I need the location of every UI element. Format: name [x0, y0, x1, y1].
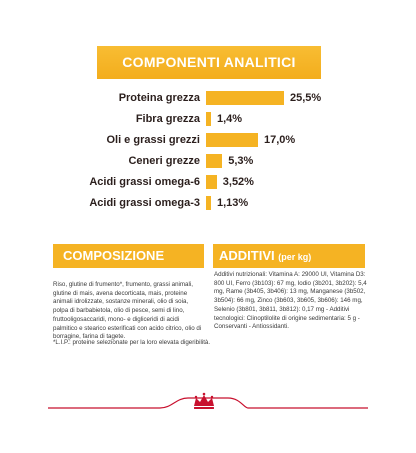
- analytic-row-bar: [206, 196, 211, 210]
- analytic-row-label: Proteina grezza: [118, 92, 200, 104]
- additives-header: [213, 244, 365, 268]
- additives-title: ADDITIVI: [219, 248, 275, 263]
- analytic-row-value: 1,4%: [217, 113, 243, 125]
- analytic-row-value: 1,13%: [217, 197, 249, 209]
- analytic-row-bar: [206, 133, 258, 147]
- analytic-row-value: 25,5%: [290, 92, 322, 104]
- analytic-row: [0, 151, 416, 171]
- analytic-components-header: COMPONENTI ANALITICI: [97, 46, 321, 79]
- analytic-row-bar: [206, 175, 217, 189]
- analytic-row-value: 3,52%: [222, 176, 254, 188]
- analytic-row: [0, 193, 416, 213]
- analytic-row-label: Fibra grezza: [135, 113, 200, 125]
- composition-text: Riso, glutine di frumento*, frumento, grassi animali, glutine di mais, avena decorticata, mais, proteine animali idrolizzate, sostanze minerali, olio di soia, polpa di barbabietola, olio di pesce, semi di lino, fruttooligosaccaridi, mono- e digliceridi di acidi palmitico e stearico esterificati con acido citrico, olio di borragine, farina di tagete.: [53, 281, 202, 341]
- analytic-row-value: 5,3%: [228, 155, 254, 167]
- footer-divider-with-logo: [48, 390, 368, 414]
- analytic-row-label: Ceneri grezze: [128, 155, 200, 167]
- additives-text: Additivi nutrizionali: Vitamina A: 29000 UI, Vitamina D3: 800 UI, Ferro (3b103): 67 mg, Iodio (3b201, 3b202): 5,4 mg, Rame (3b405, 3b406): 13 mg, Manganese (3b502, 3b504): 66 mg, Zinco (3b603, 3b605, 3b606): 146 mg, Selenio (3b801, 3b811, 3b812): 0,17 mg - Additivi tecnologici: Clinoptilolite di origine sedimentaria: 5 g - Conservanti - Antiossidanti.: [214, 271, 367, 331]
- analytic-row: [0, 109, 416, 129]
- analytic-row-bar: [206, 91, 284, 105]
- analytic-components-chart: [0, 88, 416, 218]
- royal-canin-crown-icon: [194, 393, 214, 409]
- analytic-row: [0, 172, 416, 192]
- analytic-row-bar: [206, 154, 222, 168]
- lip-note: *L.I.P.: proteine selezionate per la loro elevata digeribilità.: [53, 339, 211, 346]
- analytic-row-bar: [206, 112, 211, 126]
- analytic-row-value: 17,0%: [264, 134, 296, 146]
- analytic-row: [0, 88, 416, 108]
- analytic-row-label: Acidi grassi omega-3: [89, 197, 200, 209]
- analytic-row: [0, 130, 416, 150]
- analytic-row-label: Oli e grassi grezzi: [106, 134, 200, 146]
- composition-header: COMPOSIZIONE: [53, 244, 204, 268]
- additives-title-suffix: (per kg): [278, 252, 312, 262]
- analytic-row-label: Acidi grassi omega-6: [89, 176, 200, 188]
